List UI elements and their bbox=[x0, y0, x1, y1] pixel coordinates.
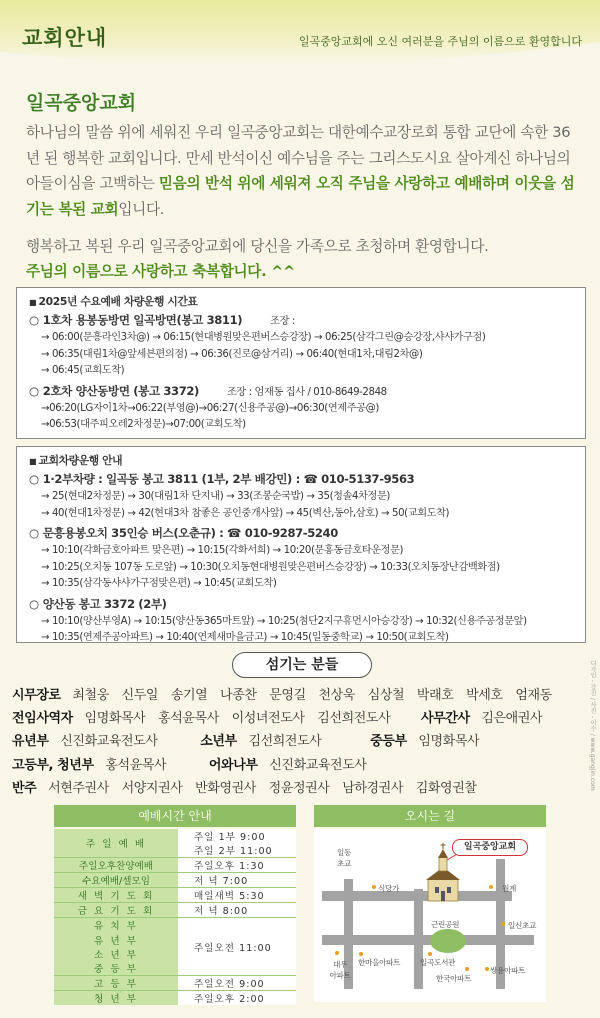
route-name: 양산동 봉고 3372 (2부) bbox=[42, 596, 167, 611]
map-label: 한국아파트 bbox=[436, 974, 472, 983]
church-name: 일곡중앙교회 bbox=[26, 92, 137, 114]
staff-name: 김은애권사 bbox=[481, 711, 543, 727]
route-line: → 10:35(연제주공아파트) → 10:40(연제새마을금고) → 10:45(일동중학교) → 10:50(교회도착) bbox=[41, 632, 449, 643]
map-label: 근린공원 bbox=[431, 920, 460, 929]
wednesday-route1 bbox=[29, 312, 575, 328]
staff-name: 김화영권찰 bbox=[415, 780, 477, 796]
table-row bbox=[54, 873, 296, 888]
staff-list bbox=[12, 684, 592, 800]
church-intro bbox=[26, 120, 582, 222]
staff-name: 박세호 bbox=[466, 688, 503, 703]
worship-heading: 예배시간 안내 bbox=[54, 805, 296, 827]
map-label: 쌍용아파트 bbox=[490, 966, 526, 975]
staff-role: 어와나부 bbox=[208, 757, 258, 773]
route-line: → 25(현대2차정문) → 30(대림1차 단지내) → 33(조봉순국밥) → 35(청솔4차정문) bbox=[41, 491, 391, 502]
wednesday-route2 bbox=[29, 383, 575, 399]
staff-name: 엄재동 bbox=[515, 688, 552, 703]
staff-name: 서양지권사 bbox=[121, 780, 183, 796]
table-row bbox=[54, 991, 296, 1006]
staff-name: 홍석윤목사 bbox=[105, 757, 167, 773]
route-line: → 10:35(삼각동샤샤가구점맞은편) → 10:45(교회도착) bbox=[41, 578, 277, 589]
staff-name: 남하경권사 bbox=[342, 780, 403, 796]
staff-name: 정윤정권사 bbox=[268, 780, 330, 796]
staff-name: 나종찬 bbox=[220, 688, 257, 703]
worship-time: 주일오전 9:00 bbox=[178, 976, 296, 991]
worship-time: 주일오전 11:00 bbox=[178, 918, 296, 976]
worship-name: 새 벽 기 도 회 bbox=[54, 888, 178, 903]
map-label: 일신초교 bbox=[508, 921, 537, 930]
staff-row-elders bbox=[12, 684, 592, 707]
worship-table bbox=[54, 829, 296, 1005]
route-line: → 06:35(대림1차@앞세븐편의점) → 06:36(진로@삼거리) → 06:40(현대1차,대림2차@) bbox=[41, 348, 423, 360]
route-marker: ○ bbox=[29, 313, 39, 327]
staff-row-accompanists bbox=[12, 777, 592, 800]
staff-name: 임명화목사 bbox=[418, 734, 480, 750]
map-label: 대우 아파트 bbox=[329, 960, 351, 980]
staff-name: 서현주권사 bbox=[48, 780, 109, 796]
welcome-text: 일곡중앙교회에 오신 여러분을 주님의 이름으로 환영합니다 bbox=[298, 35, 582, 48]
worship-time: 저 녁 8:00 bbox=[178, 903, 296, 918]
worship-time: 매일새벽 5:30 bbox=[178, 888, 296, 903]
staff-name: 신두일 bbox=[121, 688, 159, 703]
worship-time: 주일오후 2:00 bbox=[178, 991, 296, 1006]
worship-time: 주일오후 1:30 bbox=[178, 858, 296, 873]
staff-role: 반주 bbox=[12, 780, 37, 796]
invite-text: 행복하고 복된 우리 일곡중앙교회에 당신을 가족으로 초청하며 환영합니다. bbox=[26, 238, 489, 255]
route-line: → 10:10(각화금호아파트 맞은편) → 10:15(각화서희) → 10:20(문홍동금호타운정문) bbox=[41, 545, 404, 556]
route-leader: 조장 : bbox=[270, 316, 295, 327]
side-credit: 디자인 - 강진 / 사진 - 이수 / www.gangjin.com bbox=[589, 660, 596, 791]
table-row bbox=[54, 829, 296, 843]
staff-name: 신진화교육전도사 bbox=[60, 734, 158, 750]
route-marker: ○ bbox=[29, 472, 39, 486]
worship-name: 주일오후찬양예배 bbox=[54, 858, 178, 873]
map-label: 월계 bbox=[502, 884, 517, 893]
table-row bbox=[54, 976, 296, 991]
staff-name: 김선희전도사 bbox=[248, 734, 322, 750]
map-label: 일동 초교 bbox=[336, 848, 352, 868]
staff-heading: 섬기는 분들 bbox=[232, 652, 372, 678]
worship-name: 중 등 부 bbox=[54, 961, 178, 976]
staff-name: 문영길 bbox=[269, 688, 306, 703]
worship-name: 수요예배/셀모임 bbox=[54, 873, 178, 888]
staff-name: 최철웅 bbox=[72, 688, 109, 703]
table-row bbox=[54, 903, 296, 918]
route-line: → 10:10(양산부영A) → 10:15(양산동365마트앞) → 10:25(첨단2지구휴먼시아승강장) → 10:32(신용주공정문앞) bbox=[41, 615, 527, 627]
map-label: 식당가 bbox=[378, 884, 400, 893]
staff-name: 임명화목사 bbox=[84, 711, 146, 727]
staff-name: 천상욱 bbox=[318, 688, 355, 703]
route-name: 문흥용봉오치 35인승 버스(오춘규) : ☎ 010-9287-5240 bbox=[42, 526, 338, 540]
wednesday-bus-box bbox=[16, 287, 586, 439]
route-line: → 06:45(교회도착) bbox=[41, 365, 125, 376]
church-route2 bbox=[29, 525, 575, 541]
staff-row-youth bbox=[12, 754, 592, 777]
staff-name: 박래호 bbox=[416, 688, 454, 703]
staff-role: 중등부 bbox=[370, 734, 407, 750]
staff-name: 심상철 bbox=[367, 688, 405, 703]
church-label-bubble: 일곡중앙교회 bbox=[452, 839, 528, 856]
worship-name: 소 년 부 bbox=[54, 947, 178, 961]
worship-time: 주일 1부 9:00 bbox=[178, 829, 296, 843]
staff-name: 이성녀전도사 bbox=[231, 711, 305, 727]
route-marker: ○ bbox=[29, 383, 39, 398]
staff-role: 고등부, 청년부 bbox=[12, 757, 94, 773]
page-title: 교회안내 bbox=[22, 26, 108, 50]
worship-name: 고 등 부 bbox=[54, 976, 178, 991]
route-line: →06:20(LG자이1차→06:22(부영@)→06:27(신용주공@)→06:30(연제주공@) bbox=[41, 402, 379, 414]
intro-bold: 믿음의 반석 위에 세워져 오직 주님을 사랑하고 예배하며 이웃을 섬기는 복된 교회 bbox=[26, 175, 575, 218]
intro-end: 입니다. bbox=[118, 200, 165, 218]
church-invite bbox=[26, 234, 582, 284]
worship-name: 금 요 기 도 회 bbox=[54, 903, 178, 918]
table-row bbox=[54, 858, 296, 873]
staff-name: 김선희전도사 bbox=[317, 711, 391, 727]
staff-row-children bbox=[12, 730, 592, 753]
worship-name: 유 치 부 bbox=[54, 918, 178, 933]
map-heading: 오시는 길 bbox=[314, 805, 546, 827]
church-bus-title: ■ 교회차량운행 안내 bbox=[29, 453, 575, 468]
staff-role: 시무장로 bbox=[12, 688, 61, 703]
route-line: → 10:25(오치동 107동 도로앞) → 10:30(오치동현대병원맞은편버스승강장) → 10:33(오치동장난감백화점) bbox=[41, 561, 500, 573]
directions-map bbox=[314, 829, 546, 1002]
table-row bbox=[54, 888, 296, 903]
staff-role: 유년부 bbox=[12, 734, 49, 750]
staff-name: 신진화교육전도사 bbox=[269, 757, 367, 773]
wednesday-bus-title: ■ 2025년 수요예배 차량운행 시간표 bbox=[29, 294, 575, 309]
route-line: → 40(현대1차정문) → 42(현대3차 참좋은 공인중개사앞) → 45(벽산,동아,삼호) → 50(교회도착) bbox=[41, 507, 450, 519]
worship-time: 저 녁 7:00 bbox=[178, 873, 296, 888]
intro-plain: 하나님의 말씀 위에 세워진 우리 일곡중앙교회는 대한예수교장로회 통합 교단에 속한 36년 된 행복한 교회입니다. 만세 반석이신 예수님을 주는 그리스도시요 살아계신 하나님의 아들이심을 고백하는 bbox=[26, 124, 571, 192]
staff-role: 전임사역자 bbox=[12, 711, 73, 727]
route-marker: ○ bbox=[29, 596, 39, 611]
staff-role: 소년부 bbox=[200, 734, 237, 750]
worship-name: 청 년 부 bbox=[54, 991, 178, 1006]
worship-name: 주 일 예 배 bbox=[54, 829, 178, 858]
staff-name: 송기열 bbox=[170, 688, 208, 703]
route-leader: 조장 : 엄재동 집사 / 010-8649-2848 bbox=[226, 386, 387, 398]
church-bus-box bbox=[16, 446, 586, 643]
route-marker: ○ bbox=[29, 526, 39, 540]
church-route3 bbox=[29, 596, 575, 612]
map-label: 일곡도서관 bbox=[420, 958, 456, 967]
table-row bbox=[54, 918, 296, 933]
staff-role: 사무간사 bbox=[420, 711, 470, 727]
route-line: →06:53(대주피오레2차정문)→07:00(교회도착) bbox=[41, 419, 246, 430]
route-line: → 06:00(문흥라인3차@) → 06:15(현대병원맞은편버스승강장) → 06:25(삼각그린@승강장,샤샤가구점) bbox=[41, 332, 486, 343]
worship-name: 유 년 부 bbox=[54, 932, 178, 946]
map-label: 한마을아파트 bbox=[358, 958, 401, 967]
church-route1 bbox=[29, 471, 575, 487]
staff-name: 반화영권사 bbox=[195, 780, 256, 796]
route-name: 1·2부차량 : 일곡동 봉고 3811 (1부, 2부 배강민) : ☎ 010-5137-9563 bbox=[42, 472, 415, 486]
worship-time: 주일 2부 11:00 bbox=[178, 843, 296, 858]
bless-text: 주님의 이름으로 사랑하고 축복합니다. ^^ bbox=[26, 263, 295, 280]
route-name: 2호차 양산동방면 (봉고 3372) bbox=[42, 383, 199, 398]
staff-row-ministers bbox=[12, 707, 592, 730]
route-name: 1호차 용봉동방면 일곡방면(봉고 3811) bbox=[42, 313, 243, 327]
staff-name: 홍석윤목사 bbox=[158, 711, 219, 727]
